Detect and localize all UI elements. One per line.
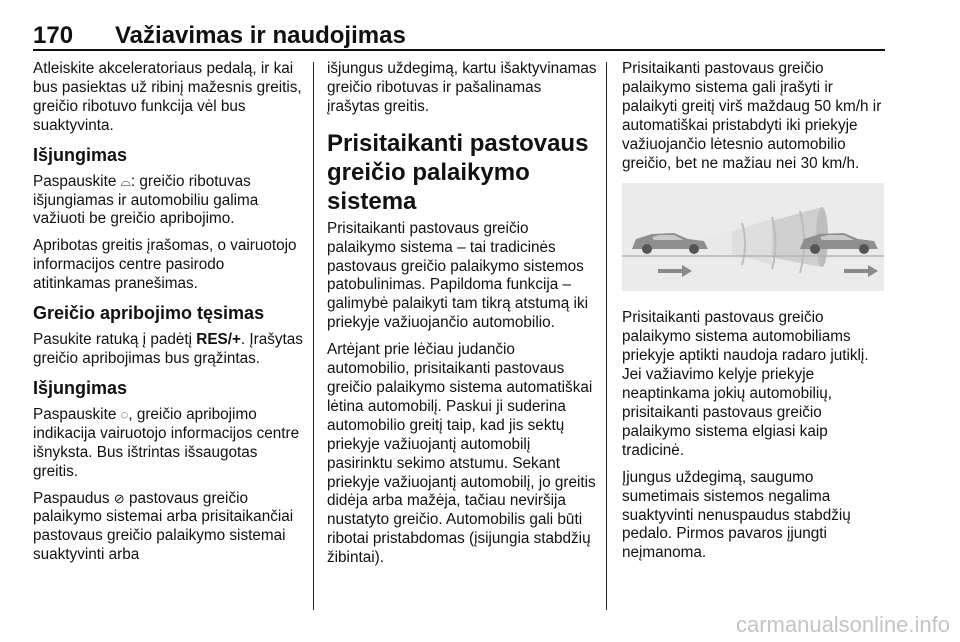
paragraph: Paspauskite ⌓: greičio ribotuvas išjungiamas ir automobiliu galima važiuoti be greičio apribojimo. [33, 172, 259, 228]
watermark: carmanualsonline.info [735, 612, 950, 637]
section-heading: Išjungimas [33, 377, 128, 398]
cruise-control-icon: ⊘ [113, 490, 125, 506]
chapter-title: Važiavimas ir naudojimas [115, 22, 406, 49]
paragraph: Atleiskite akceleratoriaus pedalą, ir kai bus pasiektas už ribinį mažesnis greitis, greičio ribotuvo funkcija vėl bus suaktyvinta. [33, 60, 302, 134]
paragraph: Apribotas greitis įrašomas, o vairuotojo informacijos centre pasirodo atitinkamas pranešimas. [33, 237, 297, 293]
paragraph: Prisitaikanti pastovaus greičio palaikymo sistema – tai tradicinės pastovaus greičio palaikymo sistemos patobulinimas. Papildoma funkcija – galimybė palaikyti tam tikrą atstumą iki priekyje važiuojančio automobilio. [327, 219, 588, 332]
column-2 [327, 60, 597, 576]
column-3 [622, 60, 888, 571]
cancel-cruise-icon: ⌓ [120, 173, 131, 189]
paragraph: Paspaudus ⊘ pastovaus greičio palaikymo sistemai arba prisitaikančiai pastovaus greičio palaikymo sistemai suaktyvinti arba [33, 489, 294, 564]
section-heading: Greičio apribojimo tęsimas [33, 303, 265, 324]
paragraph: Artėjant prie lėčiau judančio automobilio, prisitaikanti pastovaus greičio palaikymo sistema automatiškai lėtina automobilį. Paskui ji suderina automobilio greitį taip, kad jis sektų priekyje važiuojantį automobilį pasirinktu sekimo atstumu. Sekant priekyje važiuojantį automobilį, jo greitis didėja arba mažėja, tačiau neviršija nustatyto greičio. Automobilis gali būti ribotai pristabdomas (įsijungia stabdžių žibintai). [327, 341, 596, 567]
paragraph: Paspauskite ◌, greičio apribojimo indikacija vairuotojo informacijos centre išnyksta. Bus ištrintas išsaugotas greitis. [33, 405, 300, 480]
column-1 [33, 60, 303, 573]
page-header [33, 22, 933, 52]
paragraph: Prisitaikanti pastovaus greičio palaikymo sistema automobiliams priekyje aptikti naudoja radaro jutiklį. Jei važiavimo kelyje priekyje neaptinkama jokių automobilių, prisitaikanti pastovaus greičio palaikymo sistema elgiasi kaip tradicinė. [622, 309, 869, 459]
section-title: Prisitaikanti pastovaus greičio palaikymo sistema [327, 129, 589, 215]
section-heading: Išjungimas [33, 144, 128, 165]
speed-limiter-icon: ◌ [120, 406, 129, 422]
page-number: 170 [33, 22, 74, 49]
paragraph: Prisitaikanti pastovaus greičio palaikymo sistema gali įrašyti ir palaikyti greitį virš maždaug 50 km/h ir automatiškai pristabdyti iki priekyje važiuojančio lėtesnio automobilio greičio, bet ne mažiau nei 30 km/h. [622, 60, 882, 172]
paragraph: Įjungus uždegimą, saugumo sumetimais sistemos negalima suaktyvinti nenuspaudus stabdžių pedalo. Pirmos pavaros įjungti neįmanoma. [622, 468, 851, 562]
res-plus-label: RES/+ [196, 331, 241, 349]
paragraph: Pasukite ratuką į padėtį RES/+. Įrašytas greičio apribojimas bus grąžintas. [33, 331, 303, 367]
paragraph: išjungus uždegimą, kartu išaktyvinamas greičio ribotuvas ir pašalinamas įrašytas greitis. [327, 60, 597, 115]
column-divider-2 [606, 62, 607, 610]
header-rule [33, 49, 885, 51]
radar-illustration [622, 183, 884, 291]
column-divider-1 [313, 62, 314, 610]
